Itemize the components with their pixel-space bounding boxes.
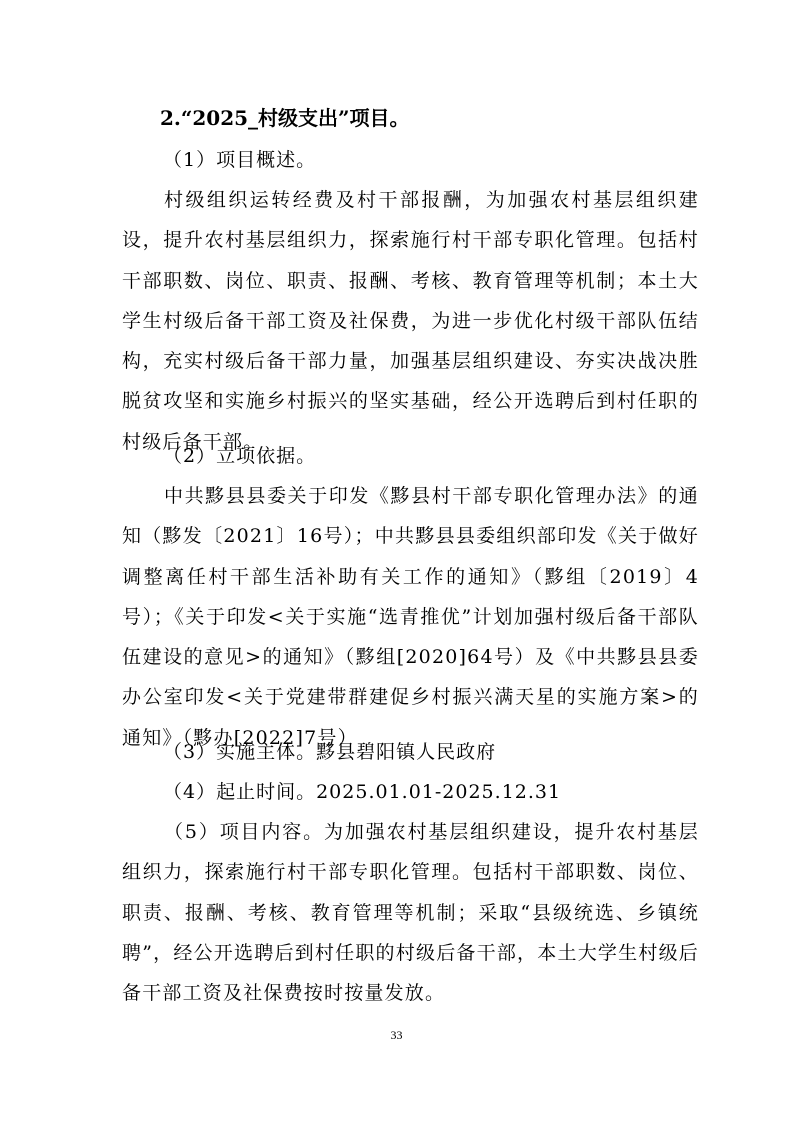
- basis-label: （2）立项依据。: [163, 445, 317, 467]
- content-paragraph: （5）项目内容。为加强农村基层组织建设，提升农村基层组织力，探索施行村干部专职化管理。包括村干部职数、岗位、职责、报酬、考核、教育管理等机制；采取“县级统选、乡镇统聘”，经公开选聘后到村任职的村级后备干部，本土大学生村级后备干部工资及社保费按时按量发放。: [122, 821, 699, 1005]
- overview-paragraph: 村级组织运转经费及村干部报酬，为加强农村基层组织建设，提升农村基层组织力，探索施行村干部专职化管理。包括村干部职数、岗位、职责、报酬、考核、教育管理等机制；本土大学生村级后备干部工资及社保费，为进一步优化村级干部队伍结构，充实村级后备干部力量，加强基层组织建设、夯实决战决胜脱贫攻坚和实施乡村振兴的坚实基础，经公开选聘后到村任职的村级后备干部。: [122, 189, 699, 453]
- period-line: （4）起止时间。2025.01.01-2025.12.31: [163, 781, 562, 803]
- page-number: 33: [390, 1028, 403, 1042]
- section-heading: 2.“2025_村级支出”项目。: [160, 106, 410, 130]
- basis-paragraph: 中共黟县县委关于印发《黟县村干部专职化管理办法》的通知（黟发〔2021〕16号）；中共黟县县委组织部印发《关于做好调整离任村干部生活补助有关工作的通知》（黟组〔2019〕4号）；《关于印发<关于实施“选青推优”计划加强村级后备干部队伍建设的意见>的通知》（黟组[2020]64号）及《中共黟县县委办公室印发<关于党建带群建促乡村振兴满天星的实施方案>的通知》（黟办[2022]7号）: [122, 485, 699, 749]
- overview-label: （1）项目概述。: [163, 149, 317, 171]
- subject-line: （3）实施主体。黟县碧阳镇人民政府: [163, 741, 497, 763]
